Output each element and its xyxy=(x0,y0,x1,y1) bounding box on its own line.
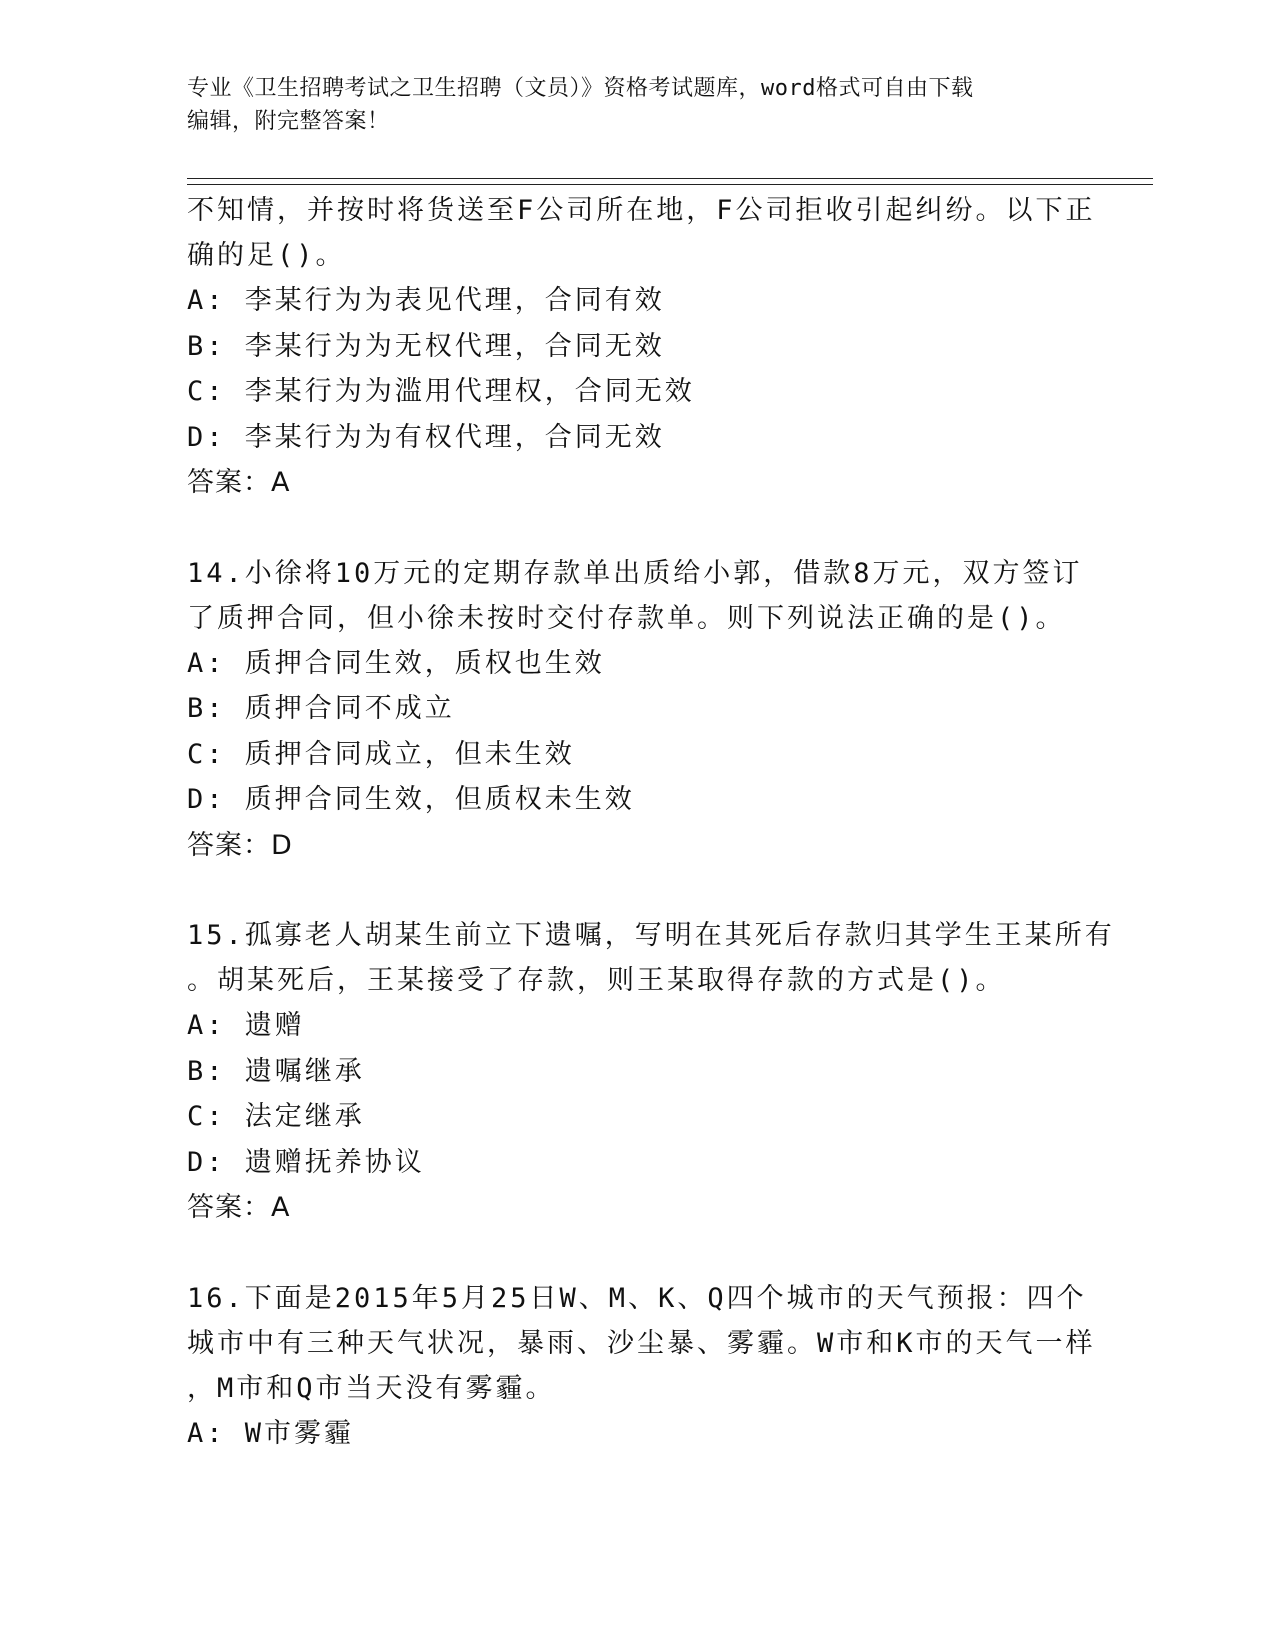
option-a: A: 遗赠 xyxy=(187,1010,305,1041)
question-stem-line: 了质押合同，但小徐未按时交付存款单。则下列说法正确的是()。 xyxy=(187,602,1066,634)
option-d: D: 质押合同生效，但质权未生效 xyxy=(187,784,635,815)
option-c: C: 质押合同成立，但未生效 xyxy=(187,738,575,770)
option-a: A: 李某行为为表见代理，合同有效 xyxy=(187,285,665,316)
header-rule-top xyxy=(187,178,1153,179)
question-stem-line: 确的足()。 xyxy=(187,240,346,271)
question-15 xyxy=(187,913,1115,1231)
question-stem-line: 城市中有三种天气状况，暴雨、沙尘暴、雾霾。W市和K市的天气一样 xyxy=(187,1327,1096,1359)
option-d: D: 遗赠抚养协议 xyxy=(187,1146,425,1178)
option-b: B: 质押合同不成立 xyxy=(187,693,455,724)
header-line-2: 编辑，附完整答案！ xyxy=(187,109,390,134)
answer-line: 答案：A xyxy=(187,467,291,498)
question-16 xyxy=(187,1276,1096,1457)
question-spacer xyxy=(187,1231,1087,1276)
option-c: C: 李某行为为滥用代理权，合同无效 xyxy=(187,376,695,407)
document-body xyxy=(187,188,1115,1456)
question-spacer xyxy=(187,506,1087,551)
document-header xyxy=(187,72,1087,138)
header-rule-bottom xyxy=(187,184,1153,185)
question-stem-line: 。胡某死后，王某接受了存款，则王某取得存款的方式是()。 xyxy=(187,965,1006,996)
question-13 xyxy=(187,188,1096,506)
question-stem-line: 14.小徐将10万元的定期存款单出质给小郭，借款8万元，双方签订 xyxy=(187,557,1083,589)
question-spacer xyxy=(187,868,1087,913)
option-a: A: 质押合同生效，质权也生效 xyxy=(187,647,605,679)
answer-line: 答案：A xyxy=(187,1192,291,1223)
question-stem-line: 不知情，并按时将货送至F公司所在地，F公司拒收引起纠纷。以下正 xyxy=(187,195,1096,226)
question-14 xyxy=(187,551,1087,869)
question-stem-line: 16.下面是2015年5月25日W、M、K、Q四个城市的天气预报：四个 xyxy=(187,1282,1087,1314)
option-d: D: 李某行为为有权代理，合同无效 xyxy=(187,421,665,453)
option-b: B: 遗嘱继承 xyxy=(187,1055,365,1087)
option-c: C: 法定继承 xyxy=(187,1101,365,1132)
question-stem-line: 15.孤寡老人胡某生前立下遗嘱，写明在其死后存款归其学生王某所有 xyxy=(187,920,1115,951)
header-line-1: 专业《卫生招聘考试之卫生招聘（文员）》资格考试题库，word格式可自由下载 xyxy=(187,76,974,101)
answer-line: 答案：D xyxy=(187,829,293,861)
option-b: B: 李某行为为无权代理，合同无效 xyxy=(187,330,665,362)
option-a: A: W市雾霾 xyxy=(187,1417,355,1449)
question-stem-line: ，M市和Q市当天没有雾霾。 xyxy=(187,1372,556,1404)
